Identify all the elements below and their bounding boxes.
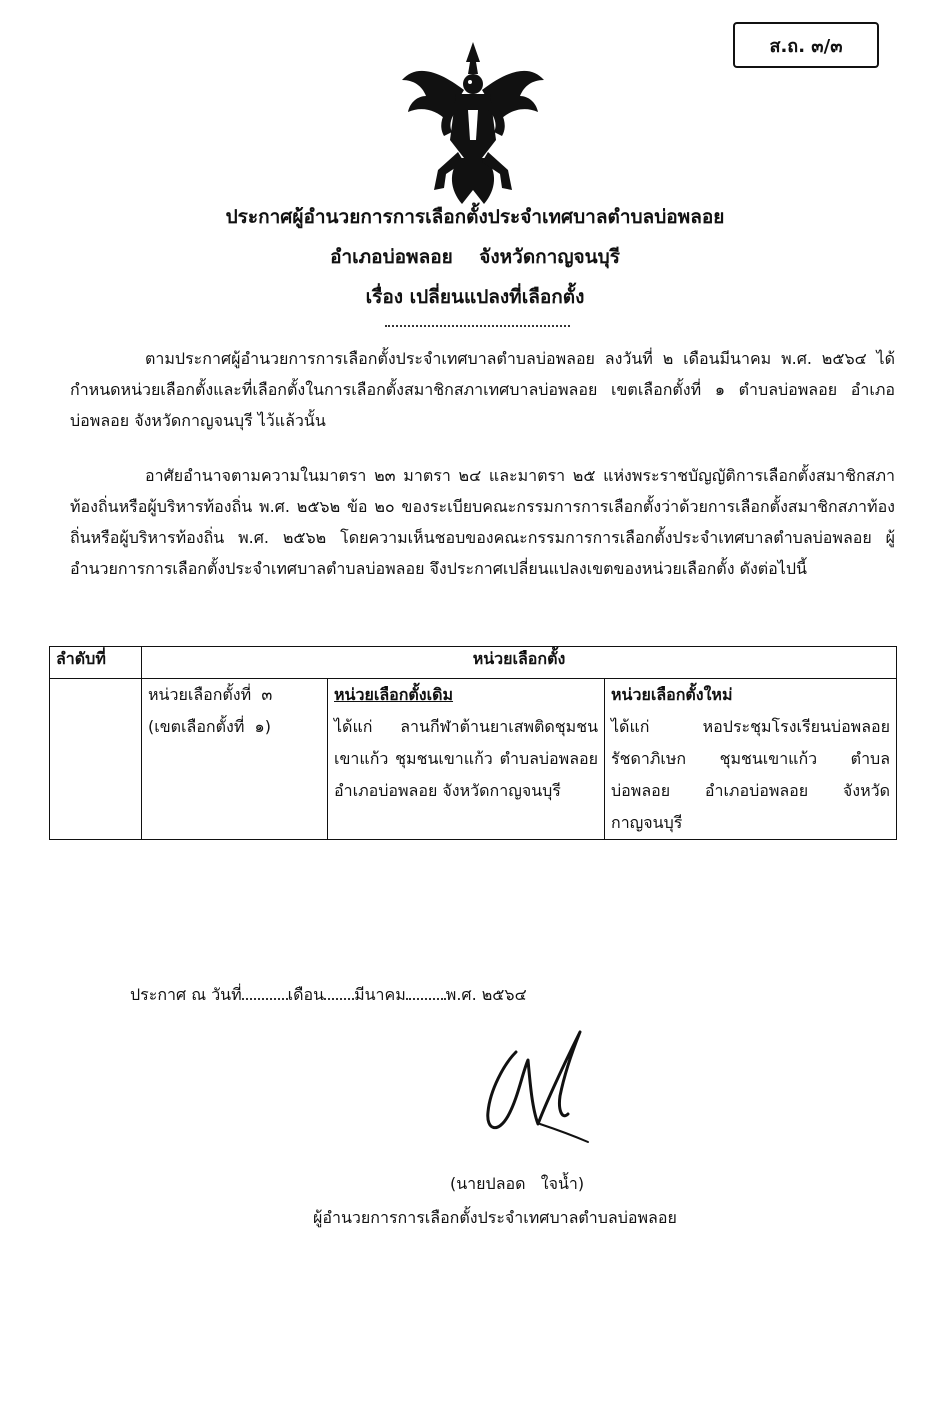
district-label: (เขตเลือกตั้งที่ ๑) xyxy=(148,717,271,736)
day-blank xyxy=(242,984,288,1000)
month-value: มีนาคม xyxy=(354,985,406,1004)
cell-order xyxy=(50,679,142,840)
date-prefix: ประกาศ ณ วันที่ xyxy=(130,985,242,1004)
old-unit-text: ได้แก่ ลานกีฬาต้านยาเสพติดชุมชนเขาแก้ว ชุมชนเขาแก้ว ตำบลบ่อพลอย อำเภอบ่อพลอย จังหวัดกาญจนบุรี xyxy=(334,717,598,800)
month-label: เดือน xyxy=(287,985,325,1004)
table-header-row xyxy=(50,647,897,679)
title-line-2: อำเภอบ่อพลอย จังหวัดกาญจนบุรี xyxy=(330,246,620,268)
year-label: พ.ศ. xyxy=(445,985,477,1004)
signer-name: (นายปลอด ใจน้ำ) xyxy=(450,1174,585,1193)
document-code-box xyxy=(733,22,879,68)
paragraph-authority: อาศัยอำนาจตามความในมาตรา ๒๓ มาตรา ๒๔ และมาตรา ๒๕ แห่งพระราชบัญญัติการเลือกตั้งสมาชิกสภาท้องถิ่นหรือผู้บริหารท้องถิ่น พ.ศ. ๒๕๖๒ ข้อ ๒๐ ของระเบียบคณะกรรมการการเลือกตั้งว่าด้วยการเลือกตั้งสมาชิกสภาท้องถิ่นหรือผู้บริหารท้องถิ่น พ.ศ. ๒๕๖๒ โดยความเห็นชอบของคณะกรรมการการเลือกตั้งประจำเทศบาลตำบลบ่อพลอย ผู้อำนวยการการเลือกตั้งประจำเทศบาลตำบลบ่อพลอย จึงประกาศเปลี่ยนแปลงเขตของหน่วยเลือกตั้ง ดังต่อไปนี้ xyxy=(70,466,895,578)
new-unit-text: ได้แก่ หอประชุมโรงเรียนบ่อพลอยรัชดาภิเษก ชุมชนเขาแก้ว ตำบลบ่อพลอย อำเภอบ่อพลอย จังหวัดกาญจนบุรี xyxy=(611,717,891,832)
signature-icon xyxy=(468,1012,598,1162)
cell-old-unit xyxy=(328,679,605,840)
signer-title: ผู้อำนวยการการเลือกตั้งประจำเทศบาลตำบลบ่อพลอย xyxy=(313,1208,677,1227)
month-blank xyxy=(324,984,354,1000)
paragraph-reference: ตามประกาศผู้อำนวยการการเลือกตั้งประจำเทศบาลตำบลบ่อพลอย ลงวันที่ ๒ เดือนมีนาคม พ.ศ. ๒๕๖๔ ได้กำหนดหน่วยเลือกตั้งและที่เลือกตั้งในการเลือกตั้งสมาชิกสภาเทศบาลบ่อพลอย เขตเลือกตั้งที่ ๑ ตำบลบ่อพลอย อำเภอบ่อพลอย จังหวัดกาญจนบุรี ไว้แล้วนั้น xyxy=(70,349,895,430)
garuda-emblem-icon xyxy=(398,40,548,208)
cell-unit xyxy=(142,679,328,840)
unit-label: หน่วยเลือกตั้งที่ ๓ xyxy=(148,685,273,704)
old-unit-heading: หน่วยเลือกตั้งเดิม xyxy=(334,685,454,704)
title-divider xyxy=(385,325,570,327)
announcement-date xyxy=(130,983,527,1008)
header-order: ลำดับที่ xyxy=(50,647,142,679)
cell-new-unit xyxy=(605,679,897,840)
new-unit-heading: หน่วยเลือกตั้งใหม่ xyxy=(611,685,733,704)
document-code: ส.ถ. ๓/๓ xyxy=(769,35,843,57)
table-row xyxy=(50,679,897,840)
header-polling-unit: หน่วยเลือกตั้ง xyxy=(142,647,897,679)
year-value: ๒๕๖๔ xyxy=(481,985,527,1004)
year-blank xyxy=(406,984,446,1000)
polling-unit-table xyxy=(49,646,897,840)
title-line-3: เรื่อง เปลี่ยนแปลงที่เลือกตั้ง xyxy=(365,286,585,308)
title-line-1: ประกาศผู้อำนวยการการเลือกตั้งประจำเทศบาลตำบลบ่อพลอย xyxy=(225,206,725,228)
